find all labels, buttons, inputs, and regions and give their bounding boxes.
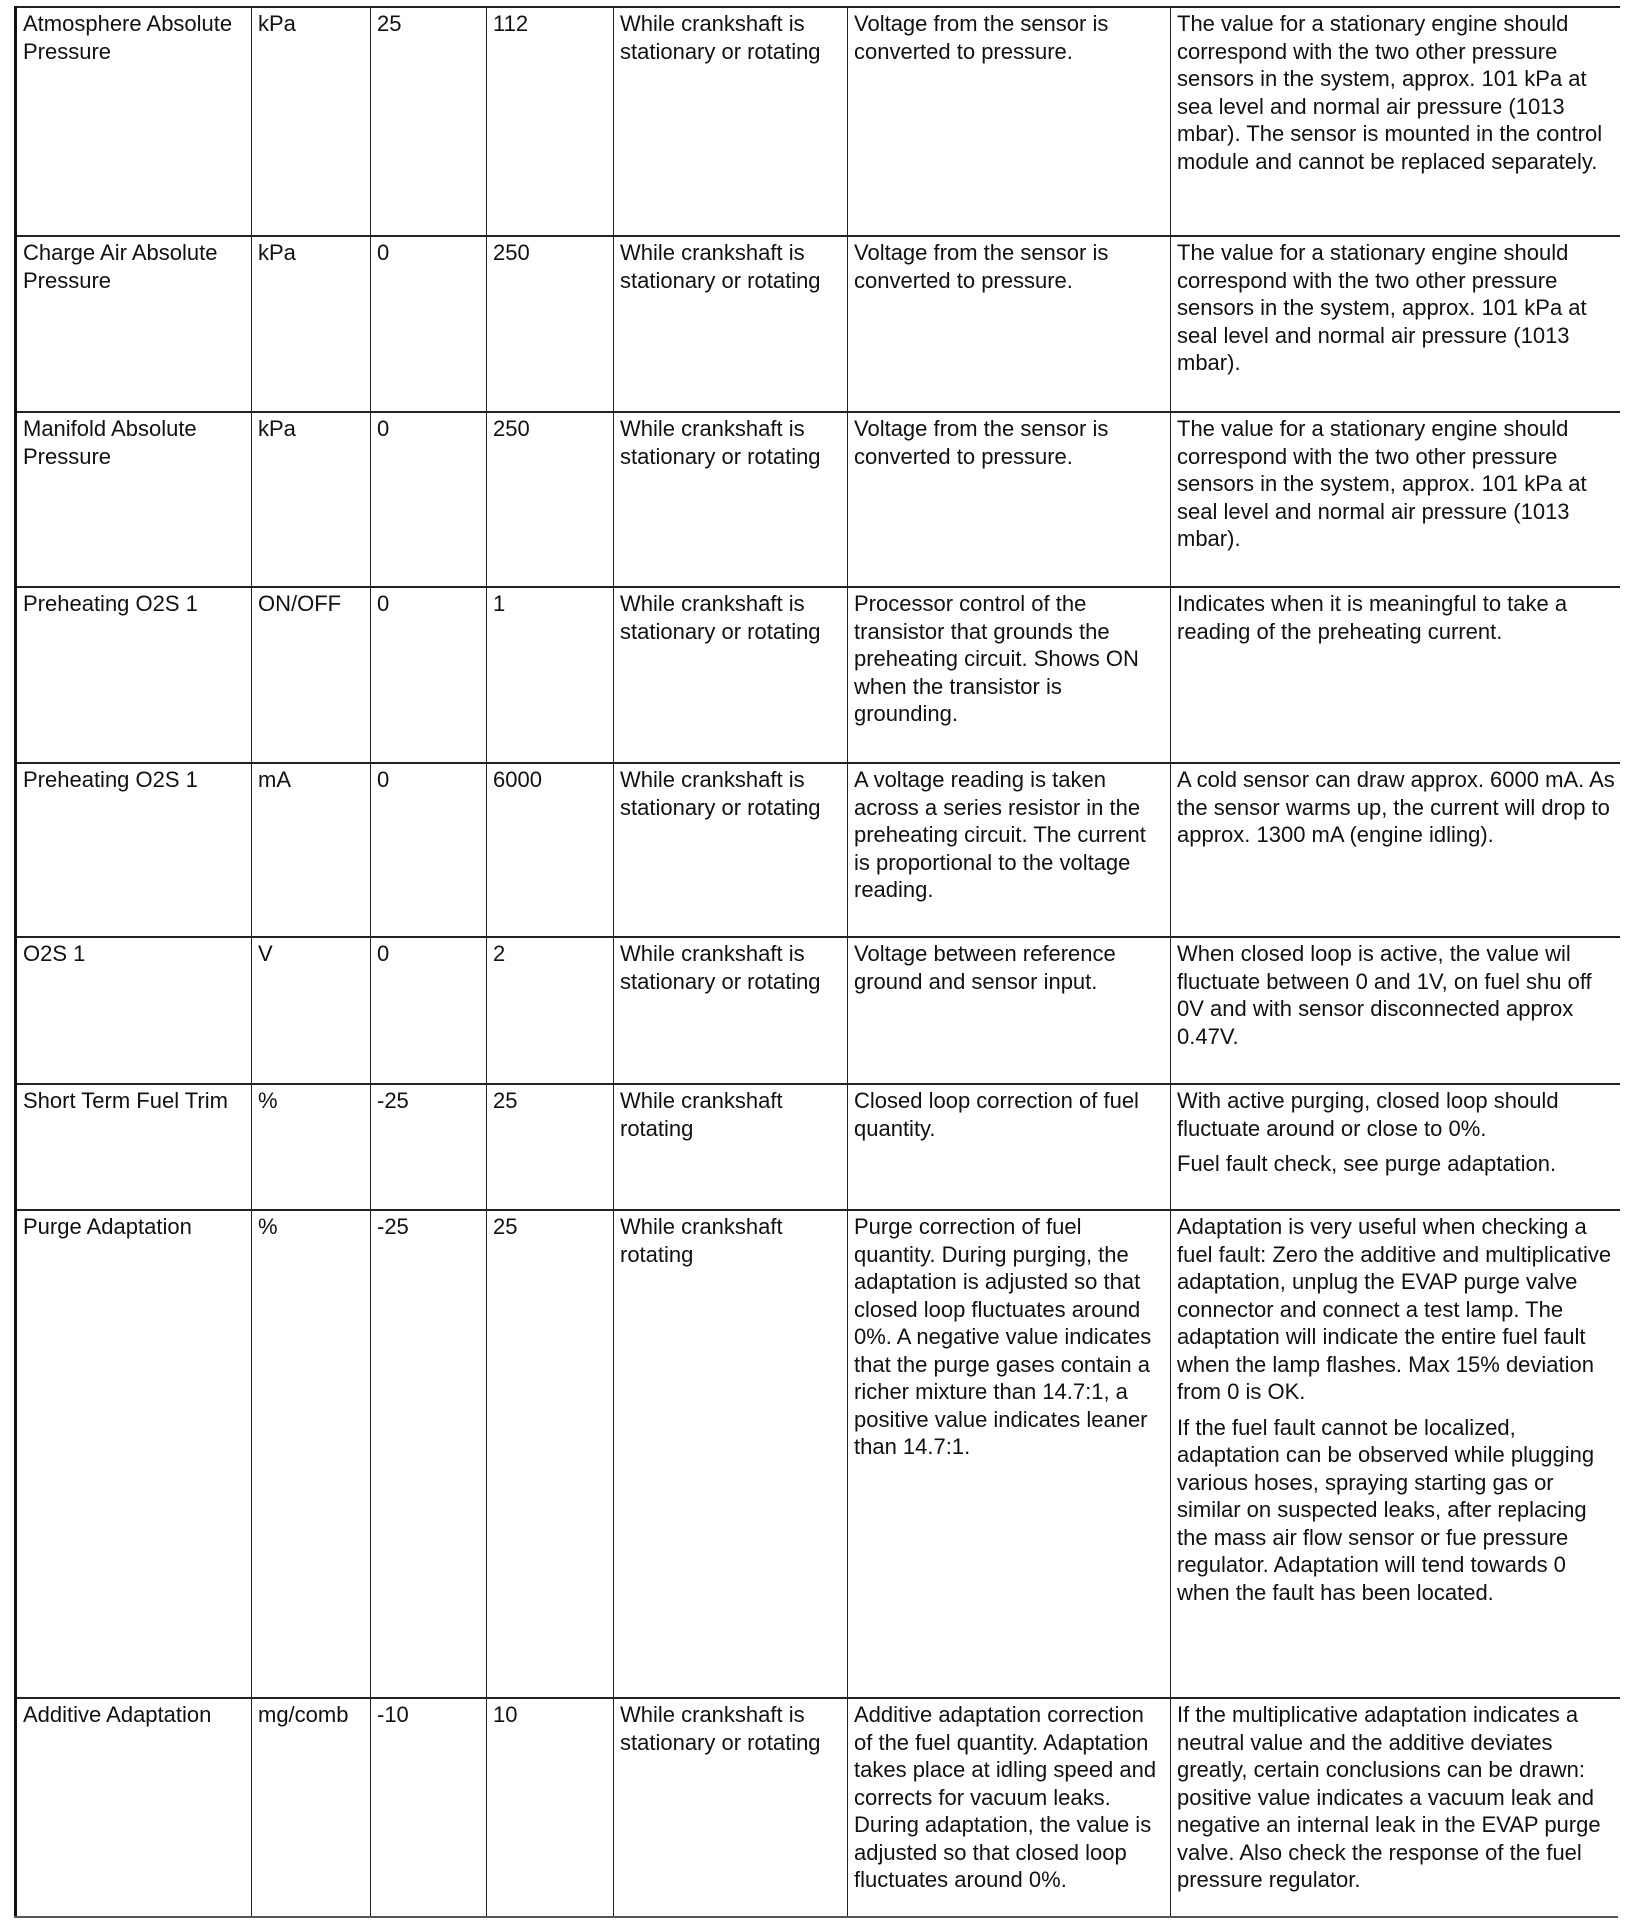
condition-cell: While crankshaft rotating [614, 1210, 848, 1698]
description-cell: Voltage from the sensor is converted to pressure. [848, 236, 1171, 412]
notes-cell [1171, 1698, 1620, 1916]
condition-cell: While crankshaft is stationary or rotating [614, 236, 848, 412]
parameter-name-cell: Preheating O2S 1 [16, 763, 252, 937]
table-row [16, 7, 1620, 236]
description-cell: Closed loop correction of fuel quantity. [848, 1084, 1171, 1210]
description-cell: A voltage reading is taken across a series resistor in the preheating circuit. The current is proportional to the voltage reading. [848, 763, 1171, 937]
max-value-cell: 25 [487, 1084, 614, 1210]
description-cell: Additive adaptation correction of the fuel quantity. Adaptation takes place at idling speed and corrects for vacuum leaks. During adaptation, the value is adjusted so that closed loop fluctuates around 0%. [848, 1698, 1171, 1916]
note-paragraph: The value for a stationary engine should correspond with the two other pressure sensors in the system, approx. 101 kPa at seal level and normal air pressure (1013 mbar). [1177, 240, 1587, 375]
max-value-cell: 112 [487, 7, 614, 236]
min-value-cell: 25 [371, 7, 487, 236]
parameter-name-cell: Charge Air Absolute Pressure [16, 236, 252, 412]
max-value-cell: 1 [487, 587, 614, 763]
description-cell: Voltage from the sensor is converted to pressure. [848, 7, 1171, 236]
parameter-name-cell: Purge Adaptation [16, 1210, 252, 1698]
min-value-cell: 0 [371, 937, 487, 1084]
table-row [16, 763, 1620, 937]
notes-cell [1171, 7, 1620, 236]
notes-cell [1171, 236, 1620, 412]
description-cell: Voltage between reference ground and sensor input. [848, 937, 1171, 1084]
notes-cell [1171, 937, 1620, 1084]
condition-cell: While crankshaft is stationary or rotating [614, 7, 848, 236]
unit-cell: ON/OFF [252, 587, 371, 763]
note-paragraph: When closed loop is active, the value wil fluctuate between 0 and 1V, on fuel shu off 0V and with sensor disconnected approx 0.47V. [1177, 941, 1592, 1049]
note-paragraph: Indicates when it is meaningful to take a reading of the preheating current. [1177, 591, 1568, 644]
max-value-cell: 2 [487, 937, 614, 1084]
min-value-cell: -25 [371, 1084, 487, 1210]
bottom-divider [14, 1916, 1618, 1918]
parameter-name-cell: O2S 1 [16, 937, 252, 1084]
table-row [16, 1210, 1620, 1698]
max-value-cell: 250 [487, 236, 614, 412]
parameter-table [14, 6, 1620, 1916]
min-value-cell: 0 [371, 236, 487, 412]
table-row [16, 587, 1620, 763]
condition-cell: While crankshaft is stationary or rotating [614, 587, 848, 763]
condition-cell: While crankshaft is stationary or rotating [614, 763, 848, 937]
table-row [16, 937, 1620, 1084]
max-value-cell: 10 [487, 1698, 614, 1916]
table-row [16, 412, 1620, 587]
note-paragraph: If the fuel fault cannot be localized, adaptation can be observed while plugging various hoses, spraying starting gas or similar on suspected leaks, after replacing the mass air flow sensor or fue pressure regulator. Adaptation will tend towards 0 when the fault has been located. [1177, 1414, 1595, 1605]
table-row [16, 1698, 1620, 1916]
max-value-cell: 6000 [487, 763, 614, 937]
table-body [16, 7, 1620, 1916]
note-paragraph: With active purging, closed loop should fluctuate around or close to 0%. [1177, 1088, 1559, 1141]
note-paragraph: If the multiplicative adaptation indicates a neutral value and the additive deviates greatly, certain conclusions can be drawn: positive value indicates a vacuum leak and negative an internal leak in the EVAP purge valve. Also check the response of the fuel pressure regulator. [1177, 1702, 1601, 1892]
max-value-cell: 25 [487, 1210, 614, 1698]
table-row [16, 236, 1620, 412]
min-value-cell: 0 [371, 763, 487, 937]
condition-cell: While crankshaft rotating [614, 1084, 848, 1210]
unit-cell: kPa [252, 412, 371, 587]
note-paragraph: The value for a stationary engine should correspond with the two other pressure sensors in the system, approx. 101 kPa at seal level and normal air pressure (1013 mbar). [1177, 416, 1587, 551]
condition-cell: While crankshaft is stationary or rotating [614, 937, 848, 1084]
unit-cell: % [252, 1084, 371, 1210]
unit-cell: V [252, 937, 371, 1084]
unit-cell: mg/comb [252, 1698, 371, 1916]
unit-cell: kPa [252, 236, 371, 412]
notes-cell [1171, 587, 1620, 763]
note-paragraph: The value for a stationary engine should correspond with the two other pressure sensors in the system, approx. 101 kPa at sea level and normal air pressure (1013 mbar). The sensor is mounted in the control module and cannot be replaced separately. [1177, 11, 1603, 174]
parameter-name-cell: Short Term Fuel Trim [16, 1084, 252, 1210]
note-paragraph: Fuel fault check, see purge adaptation. [1177, 1151, 1557, 1176]
notes-cell [1171, 763, 1620, 937]
min-value-cell: 0 [371, 587, 487, 763]
parameter-name-cell: Manifold Absolute Pressure [16, 412, 252, 587]
parameter-name-cell: Preheating O2S 1 [16, 587, 252, 763]
min-value-cell: 0 [371, 412, 487, 587]
min-value-cell: -25 [371, 1210, 487, 1698]
description-cell: Voltage from the sensor is converted to pressure. [848, 412, 1171, 587]
notes-cell [1171, 1210, 1620, 1698]
description-cell: Purge correction of fuel quantity. During purging, the adaptation is adjusted so that closed loop fluctuates around 0%. A negative value indicates that the purge gases contain a richer mixture than 14.7:1, a positive value indicates leaner than 14.7:1. [848, 1210, 1171, 1698]
notes-cell [1171, 412, 1620, 587]
note-paragraph: Adaptation is very useful when checking a fuel fault: Zero the additive and multiplicative adaptation, unplug the EVAP purge valve connector and connect a test lamp. The adaptation will indicate the entire fuel fault when the lamp flashes. Max 15% deviation from 0 is OK. [1177, 1214, 1612, 1404]
description-cell: Processor control of the transistor that grounds the preheating circuit. Shows ON when the transistor is grounding. [848, 587, 1171, 763]
note-paragraph: A cold sensor can draw approx. 6000 mA. As the sensor warms up, the current will drop to approx. 1300 mA (engine idling). [1177, 767, 1615, 847]
parameter-name-cell: Additive Adaptation [16, 1698, 252, 1916]
parameter-name-cell: Atmosphere Absolute Pressure [16, 7, 252, 236]
table-row [16, 1084, 1620, 1210]
condition-cell: While crankshaft is stationary or rotating [614, 1698, 848, 1916]
unit-cell: kPa [252, 7, 371, 236]
max-value-cell: 250 [487, 412, 614, 587]
min-value-cell: -10 [371, 1698, 487, 1916]
notes-cell [1171, 1084, 1620, 1210]
condition-cell: While crankshaft is stationary or rotating [614, 412, 848, 587]
unit-cell: mA [252, 763, 371, 937]
unit-cell: % [252, 1210, 371, 1698]
